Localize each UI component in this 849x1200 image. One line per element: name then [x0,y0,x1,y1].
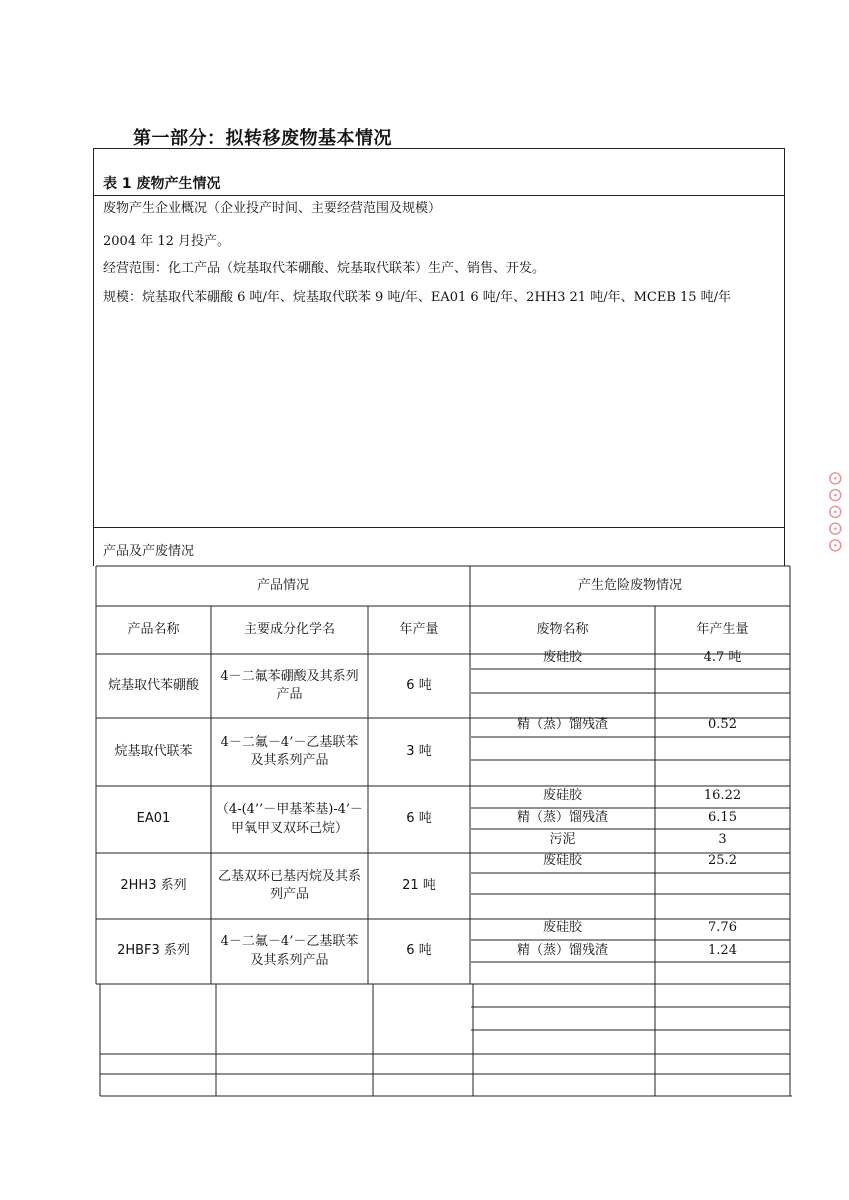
row5-waste2-amount: 1.24 [708,942,737,958]
row2-waste1-name: 精（蒸）馏残渣 [516,717,608,733]
overview-scale: 规模：烷基取代苯硼酸 6 吨/年、烷基取代联苯 9 吨/年、EA01 6 吨/年、2HH3 21 吨/年、MCEB 15 吨/年 [103,290,732,305]
row1-product: 烷基取代苯硼酸 [107,677,199,693]
row5-product: 2HBF3 系列 [117,943,190,959]
row3-waste3-amount: 3 [718,831,727,847]
row2-waste1-amount: 0.52 [708,717,737,733]
row5-component: 4－二氟－4’－乙基联苯及其系列产品 [220,934,359,968]
col-component: 主要成分化学名 [243,621,335,637]
overview-box [93,148,785,528]
col-waste-amount: 年产生量 [696,621,749,637]
overview-divider [94,195,784,196]
row4-product: 2HH3 系列 [120,877,187,893]
col-product-name: 产品名称 [127,621,180,637]
col-output: 年产量 [399,621,439,637]
row3-waste2-name: 精（蒸）馏残渣 [516,809,608,825]
overview-heading: 废物产生企业概况（企业投产时间、主要经营范围及规模） [103,201,442,216]
row3-waste1-amount: 16.22 [703,788,742,804]
row3-component: （4-(4’’－甲基苯基)-4’－甲氧甲叉双环己烷） [215,802,364,836]
overview-scope: 经营范围：化工产品（烷基取代苯硼酸、烷基取代联苯）生产、销售、开发。 [103,261,546,276]
overview-start-date: 2004 年 12 月投产。 [103,234,231,249]
row4-waste1-name: 废硅胶 [542,853,582,869]
table-title: 表 1 废物产生情况 [103,176,221,192]
row4-output: 21 吨 [402,877,436,893]
row3-product: EA01 [136,811,171,827]
row1-waste1-name: 废硅胶 [542,649,582,665]
row2-product: 烷基取代联苯 [114,743,193,759]
row5-output: 6 吨 [406,943,432,959]
row5-waste1-amount: 7.76 [708,920,737,936]
row1-waste1-amount: 4.7 吨 [703,649,742,665]
page-title: 第一部分：拟转移废物基本情况 [133,128,392,149]
row2-component: 4－二氟－4’－乙基联苯及其系列产品 [220,734,359,768]
col-waste-name: 废物名称 [536,621,589,637]
row4-component: 乙基双环已基丙烷及其系列产品 [217,868,361,902]
row1-output: 6 吨 [406,677,432,693]
red-stamp-mark: ⊙⊙⊙⊙⊙ [824,470,848,554]
row2-output: 3 吨 [406,743,432,759]
row1-component: 4－二氟苯硼酸及其系列产品 [220,668,359,702]
row5-waste2-name: 精（蒸）馏残渣 [516,942,608,958]
group-products-header: 产品情况 [256,577,309,593]
row3-waste2-amount: 6.15 [708,809,737,825]
section-label: 产品及产废情况 [103,544,195,559]
row4-waste1-amount: 25.2 [708,853,737,869]
row5-waste1-name: 废硅胶 [542,920,582,936]
row3-output: 6 吨 [406,811,432,827]
group-waste-header: 产生危险废物情况 [577,577,682,593]
section-frame [93,528,785,566]
row3-waste1-name: 废硅胶 [542,788,582,804]
row3-waste3-name: 污泥 [549,831,576,847]
